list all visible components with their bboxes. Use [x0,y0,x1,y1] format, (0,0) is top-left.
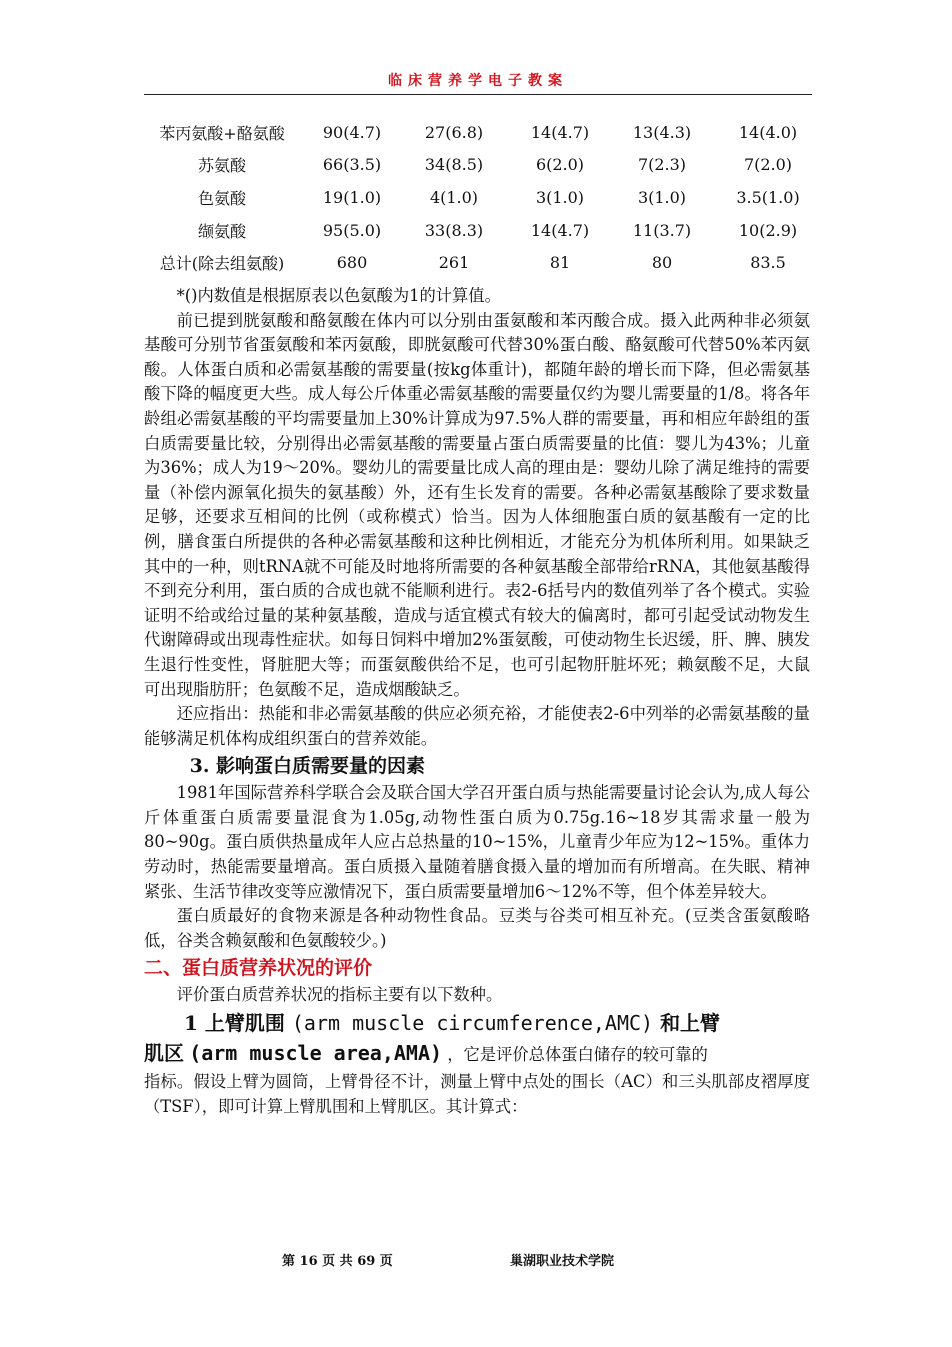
table-cell: 90(4.7) [322,122,382,142]
table-cell: 14(4.7) [530,220,590,240]
table-row [140,181,824,214]
table-cell: 3.5(1.0) [736,187,800,207]
table-cell: 14(4.7) [530,122,590,142]
table-cell: 3(1.0) [535,187,585,207]
table-cell: 83.5 [750,253,786,273]
table-cell: 4(1.0) [429,187,479,207]
table-cell: 33(8.3) [424,220,484,240]
table-cell: 7(2.0) [743,155,793,175]
table-footnote: *()内数值是根据原表以色氨酸为1的计算值。 [176,286,501,305]
school-name: 巢湖职业技术学院 [510,1254,615,1269]
table-row [140,214,824,247]
table-cell: 680 [336,253,368,273]
table-row [140,116,824,149]
ama-heading: 肌区 (arm muscle area,AMA) ，它是评价总体蛋白储存的较可靠的 [144,1041,708,1066]
paragraph: 还应指出：热能和非必需氨基酸的供应必须充裕，才能使表2-6中列举的必需氨基酸的量能够满足机体构成组织蛋白的营养效能。 [144,704,810,748]
table-cell: 7(2.3) [637,155,687,175]
table-cell: 11(3.7) [632,220,692,240]
body-text [144,284,810,1119]
page-header: 临床营养学电子教案 [388,73,568,89]
table-cell: 19(1.0) [322,187,382,207]
amino-acid-table [140,116,824,279]
paragraph: 1981年国际营养科学联合会及联合国大学召开蛋白质与热能需要量讨论会认为,成人每公斤体重蛋白质需要量混食为1.05g,动物性蛋白质为0.75g.16~18岁其需求量一般为80~90g。蛋白质供热量成年人应占总热量的10~15%，儿童青少年应为12~15%。重体力劳动时，热能需要量增高。蛋白质摄入量随着膳食摄入量的增加而有所增高。在失眠、精神紧张、生活节律改变等应激情况下，蛋白质需要量增加6～12%不等，但个体差异较大。 [144,783,810,901]
header-divider [144,94,812,95]
amino-acid-name: 色氨酸 [197,188,246,208]
table-cell: 3(1.0) [637,187,687,207]
amino-acid-name: 总计(除去组氨酸) [159,254,285,274]
table-cell: 6(2.0) [535,155,585,175]
paragraph: 指标。假设上臂为圆筒，上臂骨径不计，测量上臂中点处的围长（AC）和三头肌部皮褶厚度（TSF），即可计算上臂肌围和上臂肌区。其计算式： [144,1072,810,1116]
table-cell: 13(4.3) [632,122,692,142]
table-row [140,149,824,182]
table-cell: 27(6.8) [424,122,484,142]
table-cell: 261 [438,253,470,273]
amino-acid-name: 苏氨酸 [197,156,246,176]
paragraph: 评价蛋白质营养状况的指标主要有以下数种。 [176,985,503,1005]
table-cell: 14(4.0) [738,122,798,142]
chapter-heading: 二、蛋白质营养状况的评价 [144,957,373,980]
amino-acid-name: 苯丙氨酸+酪氨酸 [159,123,285,143]
table-cell: 81 [549,253,571,273]
table-cell: 10(2.9) [738,220,798,240]
amc-heading: 1 上臂肌围 (arm muscle circumference,AMC) 和上臂 [184,1011,721,1036]
table-row [140,246,824,279]
table-cell: 95(5.0) [322,220,382,240]
section-heading: 3. 影响蛋白质需要量的因素 [189,755,426,778]
paragraph: 前已提到胱氨酸和酪氨酸在体内可以分别由蛋氨酸和苯丙酸合成。摄入此两种非必须氨基酸可分别节省蛋氨酸和苯丙氨酸，即胱氨酸可代替30%蛋白酸、酪氨酸可代替50%苯丙氨酸。人体蛋白质和必需氨基酸的需要量(按kg体重计)，都随年龄的增长而下降，但必需氨基酸下降的幅度更大些。成人每公斤体重必需氨基酸的需要量仅约为婴儿需要量的1/8。将各年龄组必需氨基酸的平均需要量加上30%计算成为97.5%人群的需要量，再和相应年龄组的蛋白质需要量比较，分别得出必需氨基酸的需要量占蛋白质需要量的比值：婴儿为43%；儿童为36%；成人为19～20%。婴幼儿的需要量比成人高的理由是：婴幼儿除了满足维持的需要量（补偿内源氧化损失的氨基酸）外，还有生长发育的需要。各种必需氨基酸除了要求数量足够，还要求互相间的比例（或称模式）恰当。因为人体细胞蛋白质的氨基酸有一定的比例，膳食蛋白所提供的各种必需氨基酸和这种比例相近，才能充分为机体所利用。如果缺乏其中的一种，则tRNA就不可能及时地将所需要的各种氨基酸全部带给rRNA，其他氨基酸得不到充分利用，蛋白质的合成也就不能顺利进行。表2-6括号内的数值列举了各个模式。实验证明不给或给过量的某种氨基酸，造成与适宜模式有较大的偏离时，都可引起受试动物发生代谢障碍或出现毒性症状。如每日饲料中增加2%蛋氨酸，可使动物生长迟缓，肝、脾、胰发生退行性变性，肾脏肥大等；而蛋氨酸供给不足，也可引起物肝脏坏死；赖氨酸不足，大鼠可出现脂肪肝；色氨酸不足，造成烟酸缺乏。 [144,310,810,699]
table-cell: 66(3.5) [322,155,382,175]
page-number: 第 16 页 共 69 页 [282,1254,393,1269]
table-cell: 34(8.5) [424,155,484,175]
paragraph: 蛋白质最好的食物来源是各种动物性食品。豆类与谷类可相互补充。(豆类含蛋氨酸略低，谷类含赖氨酸和色氨酸较少。) [144,906,810,950]
amino-acid-name: 缬氨酸 [197,221,246,241]
table-cell: 80 [651,253,673,273]
